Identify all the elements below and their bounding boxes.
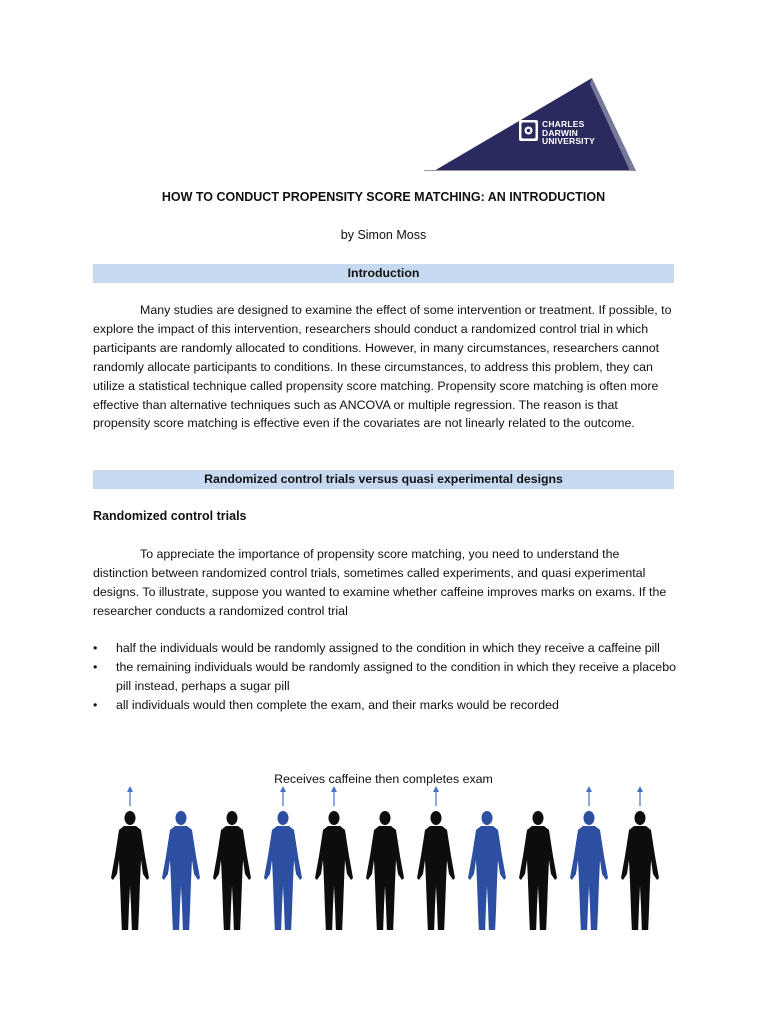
university-logo bbox=[424, 76, 636, 172]
document-author: by Simon Moss bbox=[340, 228, 427, 242]
person-head bbox=[227, 811, 238, 825]
person-figure-9 bbox=[519, 811, 557, 930]
person-body bbox=[468, 826, 506, 930]
logo-triangle bbox=[424, 76, 636, 172]
person-head bbox=[278, 811, 289, 825]
person-figure-1 bbox=[111, 811, 149, 930]
logo-line-2: DARWIN bbox=[542, 127, 578, 138]
figure-caption: Receives caffeine then completes exam bbox=[274, 772, 493, 786]
bullet-list bbox=[93, 639, 678, 715]
person-head bbox=[584, 811, 595, 825]
person-body bbox=[111, 826, 149, 930]
list-item bbox=[93, 639, 678, 658]
list-item bbox=[93, 658, 678, 696]
person-head bbox=[635, 811, 646, 825]
person-head bbox=[431, 811, 442, 825]
person-figure-5 bbox=[315, 811, 353, 930]
crest-icon bbox=[519, 120, 538, 141]
person-body bbox=[315, 826, 353, 930]
header-rule bbox=[424, 170, 634, 171]
person-figure-6 bbox=[366, 811, 404, 930]
bullet-icon: • bbox=[93, 659, 98, 674]
person-head bbox=[125, 811, 136, 825]
bullet-icon: • bbox=[93, 697, 98, 712]
logo-line-1: CHARLES bbox=[542, 119, 585, 129]
arrow-up-icon bbox=[331, 786, 337, 806]
person-figure-8 bbox=[468, 811, 506, 930]
person-figure-4 bbox=[264, 811, 302, 930]
list-item-text: the remaining individuals would be randomly assigned to the condition in which they receive a placebo pill instead, perhaps a sugar pill bbox=[116, 659, 676, 693]
section-heading-introduction: Introduction bbox=[93, 264, 674, 283]
person-body bbox=[264, 826, 302, 930]
subheading-rct: Randomized control trials bbox=[93, 509, 247, 523]
section-heading-rct: Randomized control trials versus quasi experimental designs bbox=[93, 470, 674, 489]
logo-wordmark bbox=[542, 120, 595, 146]
person-body bbox=[366, 826, 404, 930]
rct-paragraph: To appreciate the importance of propensity score matching, you need to understand the distinction between randomized control trials, sometimes called experiments, and quasi experimental designs. To illustrate, suppose you wanted to examine whether caffeine improves marks on exams. If the researcher conducts a randomized control trial bbox=[93, 547, 667, 618]
person-head bbox=[176, 811, 187, 825]
list-item-text: all individuals would then complete the exam, and their marks would be recorded bbox=[116, 697, 559, 712]
person-body bbox=[162, 826, 200, 930]
person-figure-2 bbox=[162, 811, 200, 930]
person-figure-7 bbox=[417, 811, 455, 930]
person-head bbox=[329, 811, 340, 825]
arrow-up-icon bbox=[280, 786, 286, 806]
person-head bbox=[482, 811, 493, 825]
person-body bbox=[519, 826, 557, 930]
bullet-icon: • bbox=[93, 641, 98, 655]
person-body bbox=[417, 826, 455, 930]
arrow-up-icon bbox=[127, 786, 133, 806]
list-item-text: half the individuals would be randomly assigned to the condition in which they receive a caffeine pill bbox=[116, 641, 660, 655]
participants-figure bbox=[100, 780, 668, 930]
person-head bbox=[380, 811, 391, 825]
person-figure-3 bbox=[213, 811, 251, 930]
list-item bbox=[93, 696, 678, 715]
arrow-up-icon bbox=[586, 786, 592, 806]
person-body bbox=[570, 826, 608, 930]
intro-paragraph: Many studies are designed to examine the effect of some intervention or treatment. If possible, to explore the impact of this intervention, researchers should conduct a randomized control trial in which participants are randomly allocated to conditions. However, in many circumstances, researchers cannot randomly allocate participants to conditions. In these circumstances, to address this problem, they can utilize a statistical technique called propensity score matching. Propensity score matching is often more effective than alternative techniques such as ANCOVA or multiple regression. The reason is that propensity score matching is effective even if the covariates are not linearly related to the outcome. bbox=[93, 303, 672, 431]
person-figure-11 bbox=[621, 811, 659, 930]
person-body bbox=[213, 826, 251, 930]
arrow-up-icon bbox=[637, 786, 643, 806]
logo-line-3: UNIVERSITY bbox=[542, 136, 596, 146]
document-title: HOW TO CONDUCT PROPENSITY SCORE MATCHING: AN INTRODUCTION bbox=[161, 190, 606, 204]
person-figure-10 bbox=[570, 811, 608, 930]
person-head bbox=[533, 811, 544, 825]
person-body bbox=[621, 826, 659, 930]
arrow-up-icon bbox=[433, 786, 439, 806]
